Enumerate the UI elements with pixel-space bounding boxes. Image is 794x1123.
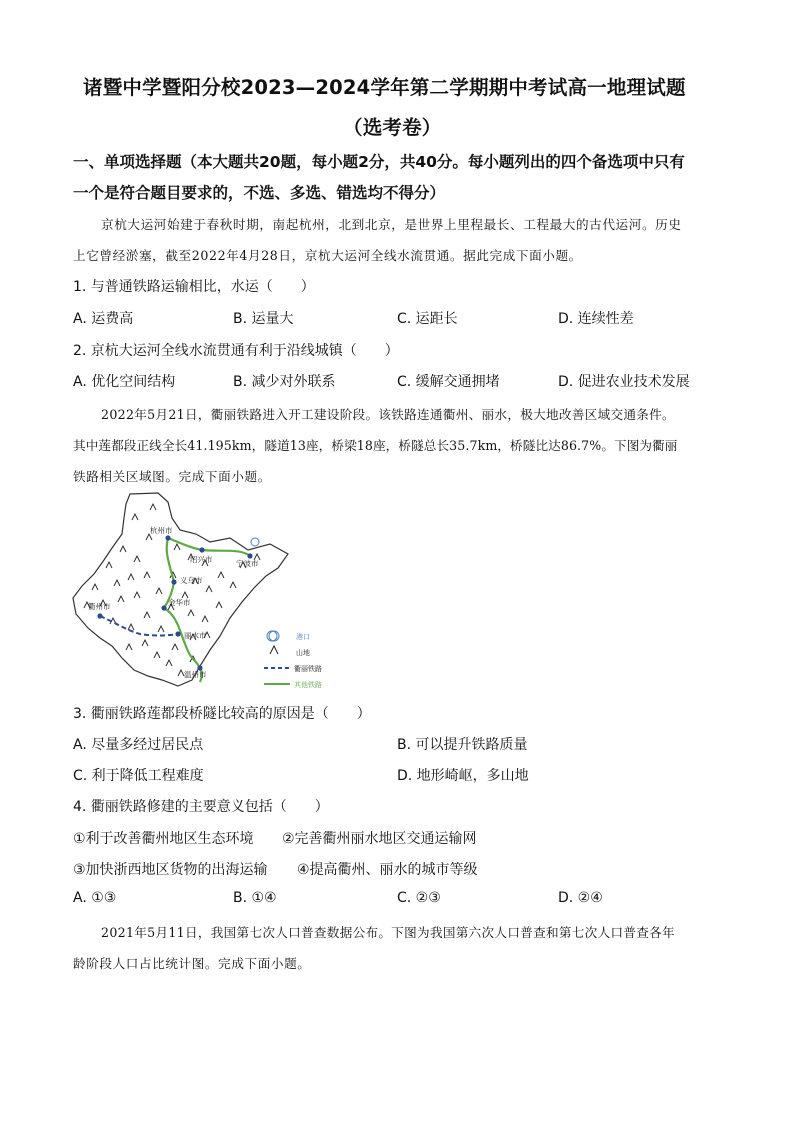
q3-option-c[interactable]: C. 利于降低工程难度 [73, 768, 204, 784]
q2-option-b[interactable]: B. 减少对外联系 [233, 374, 336, 390]
q3-option-d[interactable]: D. 地形崎岖，多山地 [397, 768, 529, 784]
city-label-quzhou: 衢州市 [88, 602, 111, 611]
city-label-jinhua: 金华市 [168, 598, 191, 607]
section-heading-line1: 一、单项选择题（本大题共20题，每小题2分，共40分。每小题列出的四个备选项中只有 [73, 153, 685, 171]
passage1-line2: 上它曾经淤塞，截至2022年4月28日，京杭大运河全线水流贯通。据此完成下面小题。 [73, 248, 582, 263]
city-label-lishui: 丽水市 [184, 631, 207, 640]
question-2-stem: 2. 京杭大运河全线水流贯通有利于沿线城镇（ ） [73, 343, 399, 359]
exam-subtitle: （选考卷） [343, 116, 442, 139]
legend-mountain-icon [270, 646, 278, 654]
question-4-stem: 4. 衢丽铁路修建的主要意义包括（ ） [73, 799, 329, 815]
city-label-hangzhou: 杭州市 [150, 526, 173, 535]
city-label-yiwu: 义乌市 [180, 576, 203, 585]
q4-option-c[interactable]: C. ②③ [397, 890, 441, 906]
passage3-line2: 龄阶段人口占比统计图。完成下面小题。 [73, 956, 311, 971]
province-outline [73, 493, 288, 686]
q2-option-a[interactable]: A. 优化空间结构 [73, 374, 176, 390]
q1-option-b[interactable]: B. 运量大 [233, 311, 294, 327]
q3-option-a[interactable]: A. 尽量多经过居民点 [73, 737, 204, 753]
passage2-line2: 其中莲都段正线全长41.195km，隧道13座，桥梁18座，桥隧总长35.7km，桥隧比达86.7%。下图为衢丽 [73, 438, 678, 453]
legend-mountain-label: 山地 [296, 649, 310, 657]
city-label-ningbo: 宁波市 [236, 559, 259, 568]
legend-port-label: 港口 [296, 633, 310, 641]
q4-item-3: ③加快浙西地区货物的出海运输 [73, 862, 268, 878]
q4-option-d[interactable]: D. ②④ [558, 890, 603, 906]
city-label-wenzhou: 温州市 [184, 670, 207, 679]
q4-option-a[interactable]: A. ①③ [73, 890, 117, 906]
passage2-line1: 2022年5月21日，衢丽铁路进入开工建设阶段。该铁路连通衢州、丽水，极大地改善区域交通条件。 [101, 407, 675, 422]
question-1-stem: 1. 与普通铁路运输相比，水运（ ） [73, 279, 315, 295]
question-3-stem: 3. 衢丽铁路莲都段桥隧比较高的原因是（ ） [73, 706, 371, 722]
q2-option-d[interactable]: D. 促进农业技术发展 [558, 374, 690, 390]
quli-railway-map [70, 490, 342, 695]
legend-other-label: 其他铁路 [294, 681, 322, 689]
passage2-line3: 铁路相关区域图。完成下面小题。 [73, 469, 271, 484]
city-label-shaoxing: 绍兴市 [190, 555, 213, 564]
map-legend [264, 631, 322, 689]
section-heading-line2: 一个是符合题目要求的，不选、多选、错选均不得分） [73, 184, 446, 202]
q1-option-d[interactable]: D. 连续性差 [558, 311, 634, 327]
q1-option-a[interactable]: A. 运费高 [73, 311, 134, 327]
q2-option-c[interactable]: C. 缓解交通拥堵 [397, 374, 500, 390]
q1-option-c[interactable]: C. 运距长 [397, 311, 458, 327]
exam-title: 诸暨中学暨阳分校2023—2024学年第二学期期中考试高一地理试题 [83, 76, 686, 99]
q4-option-b[interactable]: B. ①④ [233, 890, 277, 906]
q4-item-2: ②完善衢州丽水地区交通运输网 [282, 831, 477, 847]
q4-item-1: ①利于改善衢州地区生态环境 [73, 831, 254, 847]
q4-item-4: ④提高衢州、丽水的城市等级 [297, 862, 478, 878]
passage1-line1: 京杭大运河始建于春秋时期，南起杭州，北到北京，是世界上里程最长、工程最大的古代运河。历史 [101, 217, 682, 232]
legend-quli-label: 衢丽铁路 [294, 665, 322, 673]
q3-option-b[interactable]: B. 可以提升铁路质量 [397, 737, 528, 753]
passage3-line1: 2021年5月11日，我国第七次人口普查数据公布。下图为我国第六次人口普查和第七次人口普查各年 [101, 925, 675, 940]
